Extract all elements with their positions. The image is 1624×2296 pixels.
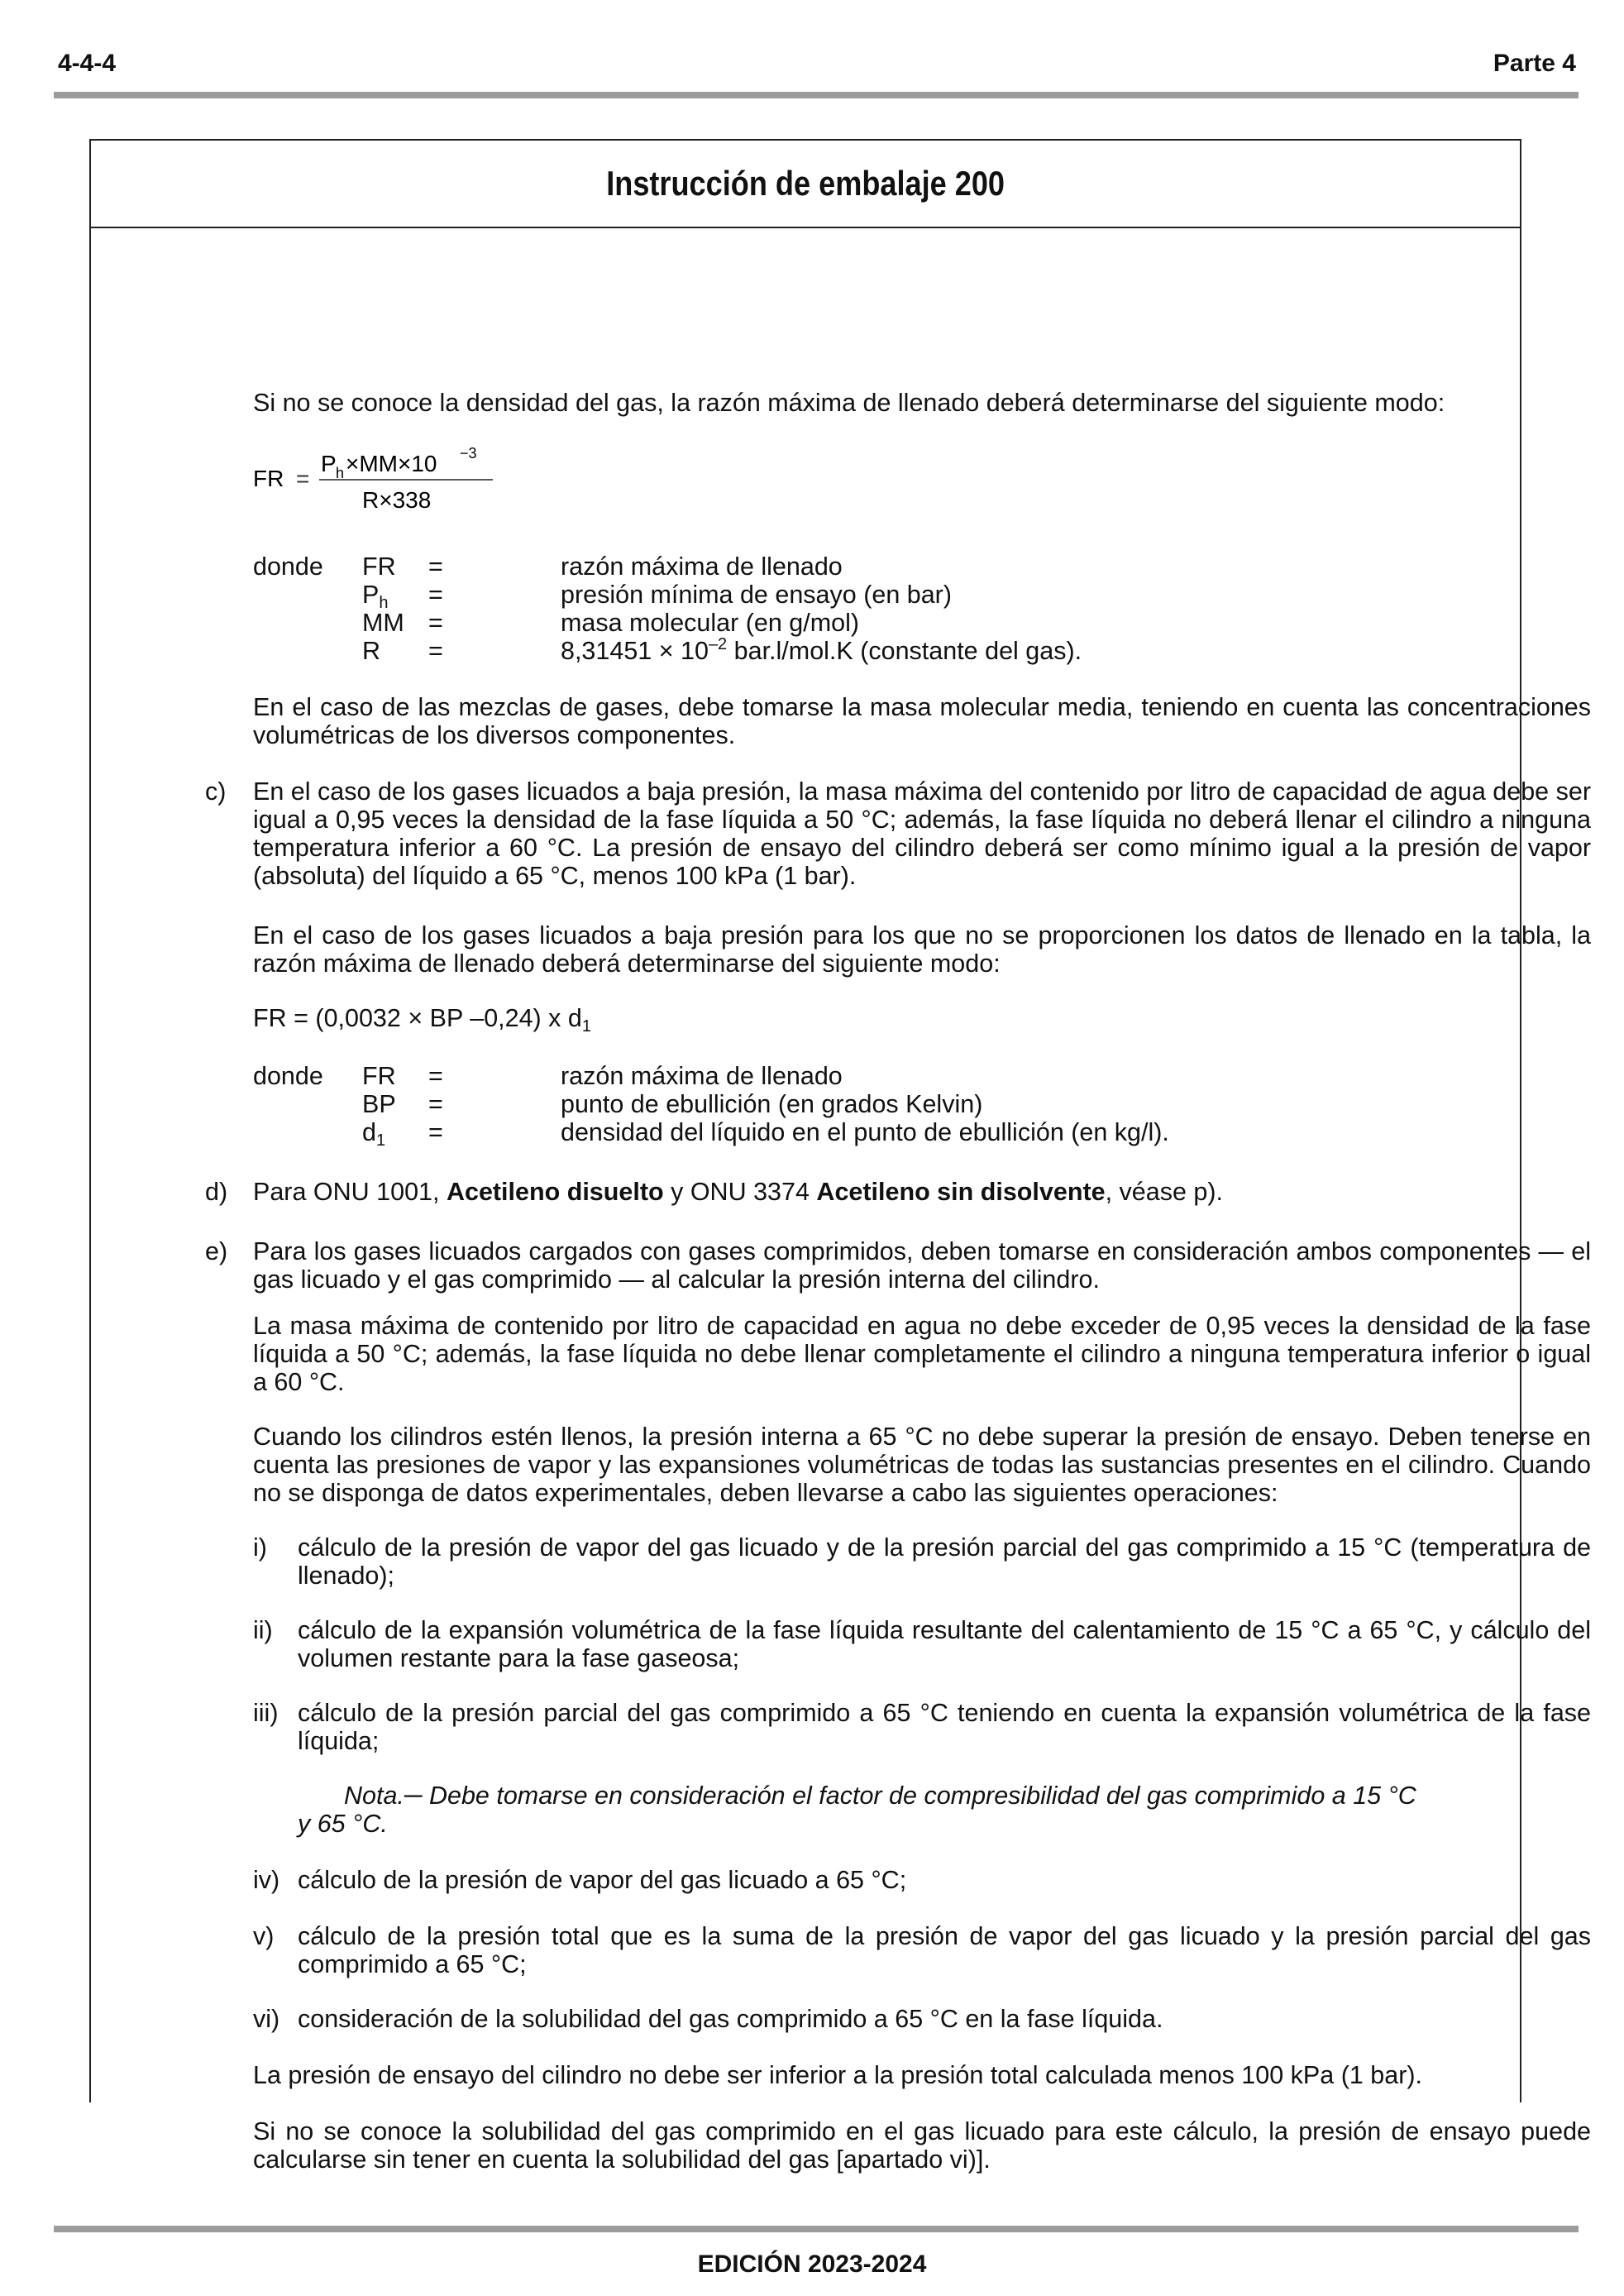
- def-symbol: Ph: [362, 581, 389, 612]
- c-paragraph-1: En el caso de los gases licuados a baja presión, la masa máxima del contenido por litro de capacidad de agua debe ser igual a 0,95 veces la densidad de la fase líquida a 50 °C; además, la fase líquida no deberá llenar el cilindro a ninguna temperatura inferior a 60 °C. La presión de ensayo del cilindro deberá ser como mínimo igual a la presión de vapor (absoluta) del líquido a 65 °C, menos 100 kPa (1 bar).: [253, 777, 1591, 890]
- roman-label: vi): [253, 2005, 280, 2033]
- def-desc: razón máxima de llenado: [561, 552, 843, 581]
- e-paragraph-2: La masa máxima de contenido por litro de capacidad en agua no debe exceder de 0,95 veces la densidad de la fase líquida a 50 °C; además, la fase líquida no debe llenar completamente el cilindro a ninguna temperatura inferior o igual a 60 °C.: [253, 1312, 1591, 1396]
- item-label-c: c): [205, 777, 227, 806]
- roman-item-text: consideración de la solubilidad del gas comprimido a 65 °C en la fase líquida.: [298, 2005, 1163, 2033]
- item-label-e: e): [205, 1237, 228, 1265]
- formula-num-p: P: [321, 451, 337, 476]
- e-paragraph-4: La presión de ensayo del cilindro no debe ser inferior a la presión total calculada menos 100 kPa (1 bar).: [253, 2061, 1423, 2089]
- def-desc: densidad del líquido en el punto de ebullición (en kg/l).: [561, 1118, 1169, 1146]
- gas-mixture-paragraph: En el caso de las mezclas de gases, debe tomarse la masa molecular media, teniendo en cuenta las concentraciones volumétricas de los diversos componentes.: [253, 693, 1591, 749]
- def-row: [253, 1062, 1411, 1090]
- footer-rule: [54, 2226, 1579, 2232]
- def-row: [253, 552, 1411, 581]
- formula-num-sub: h: [336, 465, 345, 481]
- box-title: [91, 141, 1520, 228]
- def-eq: =: [428, 552, 443, 581]
- def-desc: razón máxima de llenado: [561, 1062, 843, 1090]
- roman-label: iii): [253, 1699, 279, 1727]
- donde-label: donde: [253, 552, 323, 581]
- roman-item-text: cálculo de la presión parcial del gas comprimido a 65 °C teniendo en cuenta la expansión volumétrica de la fase líquida;: [298, 1699, 1591, 1755]
- def-symbol: d1: [362, 1118, 386, 1150]
- def-desc: $8,31451 \times 10^{-2}$ bar.l/mol.K (constante del gas).: [561, 635, 1082, 665]
- def-symbol: MM: [362, 609, 404, 637]
- e-paragraph-1: Para los gases licuados cargados con gases comprimidos, deben tomarse en consideración ambos componentes — el gas licuado y el gas comprimido — al calcular la presión interna del cilindro.: [253, 1237, 1591, 1294]
- note-line-2: y 65 °C.: [298, 1810, 388, 1838]
- page-number: 4-4-4: [58, 50, 117, 77]
- roman-label: iv): [253, 1866, 280, 1894]
- roman-item-text: cálculo de la presión total que es la suma de la presión de vapor del gas licuado y la presión parcial del gas comprimido a 65 °C;: [298, 1922, 1591, 1978]
- def-desc: masa molecular (en g/mol): [561, 609, 860, 637]
- packing-instruction-box: [89, 139, 1591, 2174]
- def-eq: =: [428, 1062, 443, 1090]
- roman-label: i): [253, 1533, 267, 1562]
- formula-eq: =: [296, 466, 310, 491]
- def-row: [253, 637, 1411, 665]
- box-title-text: Instrucción de embalaje 200: [606, 164, 1005, 203]
- donde-label: donde: [253, 1062, 323, 1090]
- intro-paragraph: Si no se conoce la densidad del gas, la razón máxima de llenado deberá determinarse del siguiente modo:: [253, 389, 1445, 417]
- def-eq: =: [428, 609, 443, 637]
- c-formula: FR = (0,0032 × BP –0,24) x d1: [253, 1004, 591, 1036]
- formula-num-rest: ×MM×10: [346, 451, 437, 476]
- roman-item-text: cálculo de la expansión volumétrica de la fase líquida resultante del calentamiento de 15 °C a 65 °C, y cálculo del volumen restante para la fase gaseosa;: [298, 1616, 1591, 1672]
- def-desc: presión mínima de ensayo (en bar): [561, 581, 952, 609]
- roman-label: v): [253, 1922, 275, 1950]
- def-symbol: BP: [362, 1090, 396, 1118]
- formula-den: R×338: [362, 487, 432, 513]
- note-line-1: Nota.─ Debe tomarse en consideración el factor de compresibilidad del gas comprimido a 15 °C: [344, 1782, 1416, 1810]
- c-paragraph-2: En el caso de los gases licuados a baja presión para los que no se proporcionen los datos de llenado en la tabla, la razón máxima de llenado deberá determinarse del siguiente modo:: [253, 921, 1591, 978]
- e-paragraph-3: Cuando los cilindros estén llenos, la presión interna a 65 °C no debe superar la presión de ensayo. Deben tenerse en cuenta las presiones de vapor y las expansiones volumétricas de todas las sustancias presentes en el cilindro. Cuando no se disponga de datos experimentales, deben llevarse a cabo las siguientes operaciones:: [253, 1423, 1591, 1507]
- def-desc: punto de ebullición (en grados Kelvin): [561, 1090, 983, 1118]
- def-symbol: FR: [362, 552, 396, 581]
- def-eq: =: [428, 1090, 443, 1118]
- header-rule: [54, 92, 1579, 98]
- roman-item-text: cálculo de la presión de vapor del gas licuado y de la presión parcial del gas comprimido a 15 °C (temperatura de llenado);: [298, 1533, 1591, 1590]
- def-symbol: FR: [362, 1062, 396, 1090]
- def-row: [253, 609, 1411, 637]
- edition-footer: EDICIÓN 2023-2024: [697, 2251, 927, 2278]
- d-paragraph: Para ONU 1001, Acetileno disuelto y ONU 3374 Acetileno sin disolvente, véase p).: [253, 1178, 1223, 1206]
- def-eq: =: [428, 581, 443, 609]
- roman-item-text: cálculo de la presión de vapor del gas licuado a 65 °C;: [298, 1866, 907, 1894]
- formula-num-exp: −3: [460, 445, 477, 462]
- roman-label: ii): [253, 1616, 273, 1644]
- fill-ratio-formula: [253, 445, 501, 533]
- e-paragraph-5: Si no se conoce la solubilidad del gas comprimido en el gas licuado para este cálculo, la presión de ensayo puede calcularse sin tener en cuenta la solubilidad del gas [apartado vi)].: [253, 2117, 1591, 2174]
- formula-fraction: [253, 445, 501, 528]
- def-row: [253, 1118, 1411, 1150]
- def-eq: =: [428, 1118, 443, 1146]
- def-row: [253, 581, 1411, 612]
- part-label: Parte 4: [1493, 50, 1576, 77]
- formula-lhs: FR: [253, 466, 284, 491]
- def-eq: =: [428, 637, 443, 665]
- def-symbol: R: [362, 637, 381, 665]
- def-row: [253, 1090, 1411, 1118]
- item-label-d: d): [205, 1178, 228, 1206]
